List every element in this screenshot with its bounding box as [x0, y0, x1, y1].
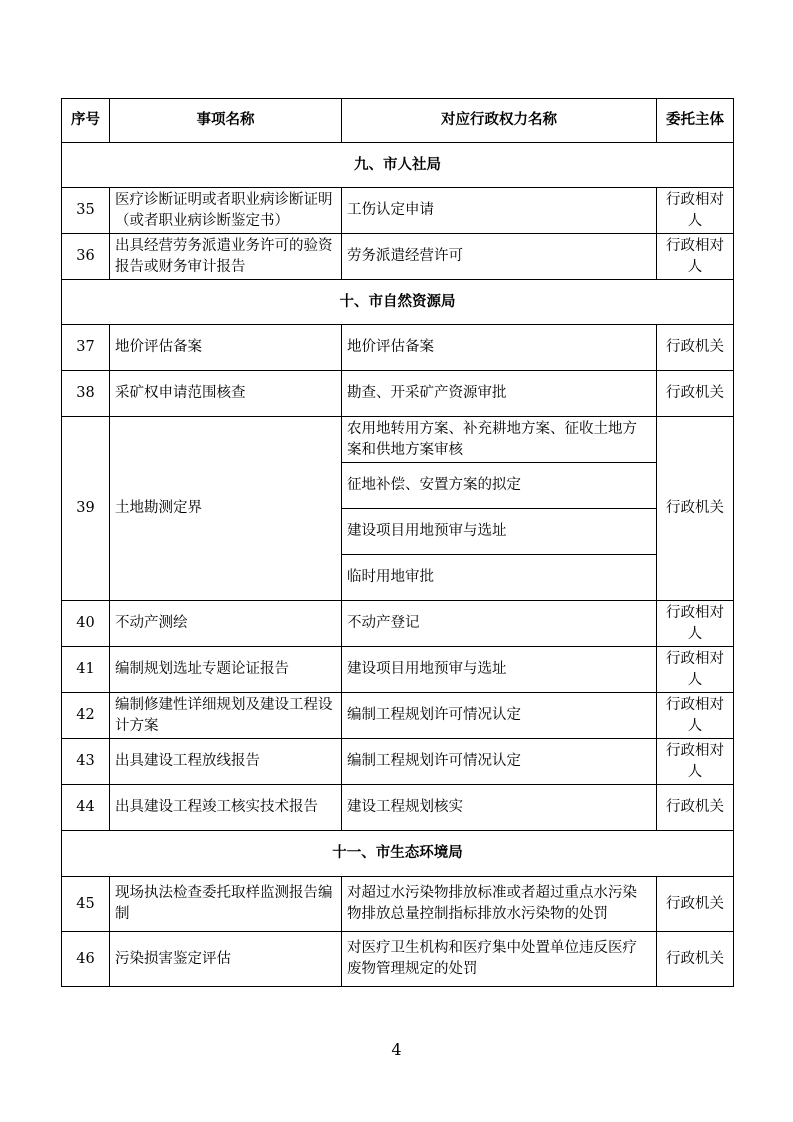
row-item: 出具经营劳务派遣业务许可的验资报告或财务审计报告: [110, 234, 342, 280]
section-title: 十、市自然资源局: [62, 280, 734, 325]
table-row: [62, 601, 734, 647]
row-power: 勘查、开采矿产资源审批: [342, 371, 657, 417]
row-power: 编制工程规划许可情况认定: [342, 693, 657, 739]
table-row: [62, 932, 734, 987]
row-item: 现场执法检查委托取样监测报告编制: [110, 877, 342, 932]
row-no: 36: [62, 234, 110, 280]
header-power: 对应行政权力名称: [342, 99, 657, 143]
row-power: 地价评估备案: [342, 325, 657, 371]
table-row: [62, 325, 734, 371]
row-no: 45: [62, 877, 110, 932]
row-subject: 行政机关: [657, 932, 734, 987]
row-subject: 行政相对人: [657, 234, 734, 280]
row-item: 出具建设工程放线报告: [110, 739, 342, 785]
table-row: [62, 739, 734, 785]
header-item: 事项名称: [110, 99, 342, 143]
table-header-row: [62, 99, 734, 143]
table-row: [62, 417, 734, 463]
row-item: 编制修建性详细规划及建设工程设计方案: [110, 693, 342, 739]
section-title: 十一、市生态环境局: [62, 831, 734, 877]
row-power: 征地补偿、安置方案的拟定: [342, 463, 657, 509]
row-subject: 行政机关: [657, 325, 734, 371]
table-row: [62, 234, 734, 280]
row-power: 编制工程规划许可情况认定: [342, 739, 657, 785]
section-row: [62, 143, 734, 188]
row-subject: 行政相对人: [657, 693, 734, 739]
row-power: 农用地转用方案、补充耕地方案、征收土地方案和供地方案审核: [342, 417, 657, 463]
row-subject: 行政相对人: [657, 188, 734, 234]
section-row: [62, 280, 734, 325]
row-no: 44: [62, 785, 110, 831]
row-no: 43: [62, 739, 110, 785]
section-title: 九、市人社局: [62, 143, 734, 188]
row-item: 污染损害鉴定评估: [110, 932, 342, 987]
row-item: 采矿权申请范围核查: [110, 371, 342, 417]
row-no: 37: [62, 325, 110, 371]
row-subject: 行政相对人: [657, 647, 734, 693]
table-row: [62, 877, 734, 932]
row-power: 建设项目用地预审与选址: [342, 509, 657, 555]
delegation-table: [61, 98, 734, 987]
table-row: [62, 785, 734, 831]
table-row: [62, 647, 734, 693]
row-subject: 行政机关: [657, 371, 734, 417]
row-subject: 行政相对人: [657, 601, 734, 647]
row-subject: 行政机关: [657, 417, 734, 601]
row-no: 39: [62, 417, 110, 601]
table-row: [62, 188, 734, 234]
row-subject: 行政机关: [657, 877, 734, 932]
header-no: 序号: [62, 99, 110, 143]
row-item: 不动产测绘: [110, 601, 342, 647]
row-subject: 行政相对人: [657, 739, 734, 785]
page-number: 4: [391, 1040, 402, 1059]
row-item: 出具建设工程竣工核实技术报告: [110, 785, 342, 831]
row-no: 38: [62, 371, 110, 417]
section-row: [62, 831, 734, 877]
row-no: 35: [62, 188, 110, 234]
row-power: 不动产登记: [342, 601, 657, 647]
row-item: 医疗诊断证明或者职业病诊断证明（或者职业病诊断鉴定书）: [110, 188, 342, 234]
row-power: 对超过水污染物排放标准或者超过重点水污染物排放总量控制指标排放水污染物的处罚: [342, 877, 657, 932]
row-subject: 行政机关: [657, 785, 734, 831]
row-power: 劳务派遣经营许可: [342, 234, 657, 280]
row-power: 临时用地审批: [342, 555, 657, 601]
row-power: 工伤认定申请: [342, 188, 657, 234]
row-no: 42: [62, 693, 110, 739]
row-no: 46: [62, 932, 110, 987]
table-row: [62, 693, 734, 739]
row-item: 土地勘测定界: [110, 417, 342, 601]
header-subject: 委托主体: [657, 99, 734, 143]
row-item: 编制规划选址专题论证报告: [110, 647, 342, 693]
row-item: 地价评估备案: [110, 325, 342, 371]
row-power: 建设项目用地预审与选址: [342, 647, 657, 693]
row-no: 41: [62, 647, 110, 693]
row-power: 建设工程规划核实: [342, 785, 657, 831]
row-no: 40: [62, 601, 110, 647]
table-row: [62, 371, 734, 417]
row-power: 对医疗卫生机构和医疗集中处置单位违反医疗废物管理规定的处罚: [342, 932, 657, 987]
